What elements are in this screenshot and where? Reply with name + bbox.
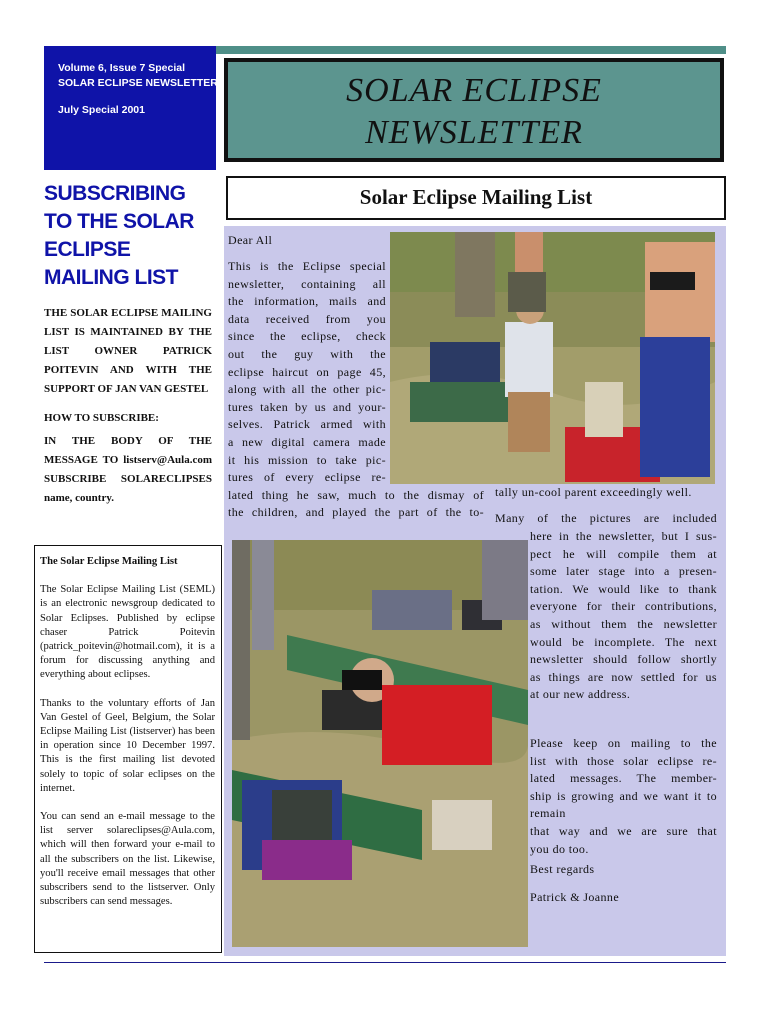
paragraph-line: list with those solar eclipse re-: [530, 753, 717, 768]
paragraph-line: This is the Eclipse special: [228, 259, 386, 273]
paragraph-line: at our new address.: [530, 687, 631, 702]
sidebar-how-heading: HOW TO SUBSCRIBE:: [44, 412, 159, 424]
paragraph-line: the information, mails and: [228, 294, 386, 309]
title-line-1: SOLAR ECLIPSE: [346, 72, 602, 109]
article-heading: Solar Eclipse Mailing List: [359, 185, 593, 209]
paragraph-line: along with all the other pic-: [228, 382, 386, 397]
mailing-list-box: [34, 545, 222, 953]
paragraph-line: pect he will compile them at: [530, 546, 717, 561]
paragraph-line: you do too.: [530, 841, 589, 856]
greeting: Dear All: [228, 233, 273, 247]
title-line-2: NEWSLETTER: [365, 114, 583, 151]
closing-block: [530, 861, 717, 906]
sidebar: [44, 180, 212, 508]
photo-eclipse-viewers: [390, 232, 715, 484]
sidebar-title: SUBSCRIBING TO THE SOLAR ECLIPSE MAILING LIST: [44, 182, 194, 289]
paragraph-line: newsletter should follow shortly: [530, 652, 717, 667]
sidebar-intro: THE SOLAR ECLIPSE MAILING LIST IS MAINTAINED BY THE LIST OWNER PATRICK POITEVIN AND WITH THE SUPPORT OF JAN VAN GESTEL: [44, 307, 212, 395]
paragraph-line: as things are now settled for us: [530, 669, 717, 684]
paragraph-line: newsletter, containing all: [228, 276, 386, 291]
paragraph-line: tally un-cool parent exceedingly well.: [495, 485, 692, 499]
photo-child-with-binoculars: [232, 540, 528, 947]
paragraph-line: Please keep on mailing to the: [530, 736, 717, 750]
signature: Patrick & Joanne: [530, 889, 620, 904]
article-paragraph-2: [530, 528, 717, 704]
volume-line: Volume 6, Issue 7 Special: [58, 62, 186, 74]
article-paragraph-2-first: [495, 510, 717, 528]
paragraph-line: everyone for their contributions,: [530, 599, 717, 614]
mailing-box-para: Thanks to the voluntary efforts of Jan Van Gestel of Geel, Belgium, the Solar Eclipse Mailing List (listserver) has been in operation since 10 December 1997. This is the first mailing list devoted solely to topic of solar eclipses on the internet.: [40, 697, 215, 794]
article-paragraph-1: [228, 258, 484, 522]
paragraph-line: as without them the newsletter: [530, 616, 717, 631]
paragraph-line: lated thing he saw, much to the dismay of: [228, 487, 484, 502]
paragraph-line: data received from you: [228, 311, 386, 326]
issue-info-box: [44, 46, 216, 170]
paragraph-line: eclipse haircut on page 45,: [228, 364, 386, 379]
paragraph-line: tation. We would like to thank: [530, 581, 717, 596]
paragraph-line: here in the newsletter, but I sus-: [530, 529, 717, 543]
newsletter-line: SOLAR ECLIPSE NEWSLETTER: [58, 77, 218, 89]
newsletter-title: [224, 58, 724, 162]
article-heading-box: [226, 176, 726, 220]
date-line: July Special 2001: [58, 104, 145, 116]
paragraph-line: tures of every eclipse re-: [228, 470, 386, 485]
mailing-box-para: The Solar Eclipse Mailing List (SEML) is an electronic newsgroup dedicated to Solar Eclipses. Published by eclipse chaser Patrick Poitevin (patrick_poitevin@hotmail.com), it is a forum for discussing anything and everything about eclipses.: [40, 584, 215, 681]
paragraph-line: since the eclipse, check: [228, 329, 386, 344]
footer-rule: [44, 962, 726, 963]
article-paragraph-1-end: [495, 484, 715, 502]
paragraph-line: ship is growing and we want it to remain: [530, 788, 717, 821]
sidebar-instructions: IN THE BODY OF THE MESSAGE TO listserv@Aula.com SUBSCRIBE SOLARECLIPSES name, country.: [44, 435, 212, 504]
mailing-box-title: The Solar Eclipse Mailing List: [40, 556, 178, 567]
paragraph-line: would be incomplete. The next: [530, 634, 717, 649]
paragraph-line: tures taken by us and your-: [228, 399, 386, 414]
closing: Best regards: [530, 862, 595, 876]
paragraph-line: a new digital camera made: [228, 434, 386, 449]
masthead-divider: [216, 46, 726, 54]
article-greeting-block: [228, 232, 388, 250]
paragraph-line: the children, and played the part of the to-: [228, 505, 484, 520]
paragraph-line: Many of the pictures are included: [495, 511, 717, 525]
paragraph-line: it his mission to take pic-: [228, 452, 386, 467]
paragraph-line: out the guy with the: [228, 346, 386, 361]
paragraph-line: some later stage into a presen-: [530, 564, 717, 579]
paragraph-line: that way and we are sure that: [530, 823, 717, 838]
paragraph-line: selves. Patrick armed with: [228, 417, 386, 432]
article-paragraph-3: [530, 735, 717, 858]
paragraph-line: lated messages. The member-: [530, 771, 717, 786]
mailing-box-para: You can send an e-mail message to the list server solareclipses@Aula.com, which will then forward your e-mail to all the subscribers on the list. Likewise, you'll receive email messages that other subscribers send to the listserver. Only subscribers can send messages.: [40, 811, 215, 908]
